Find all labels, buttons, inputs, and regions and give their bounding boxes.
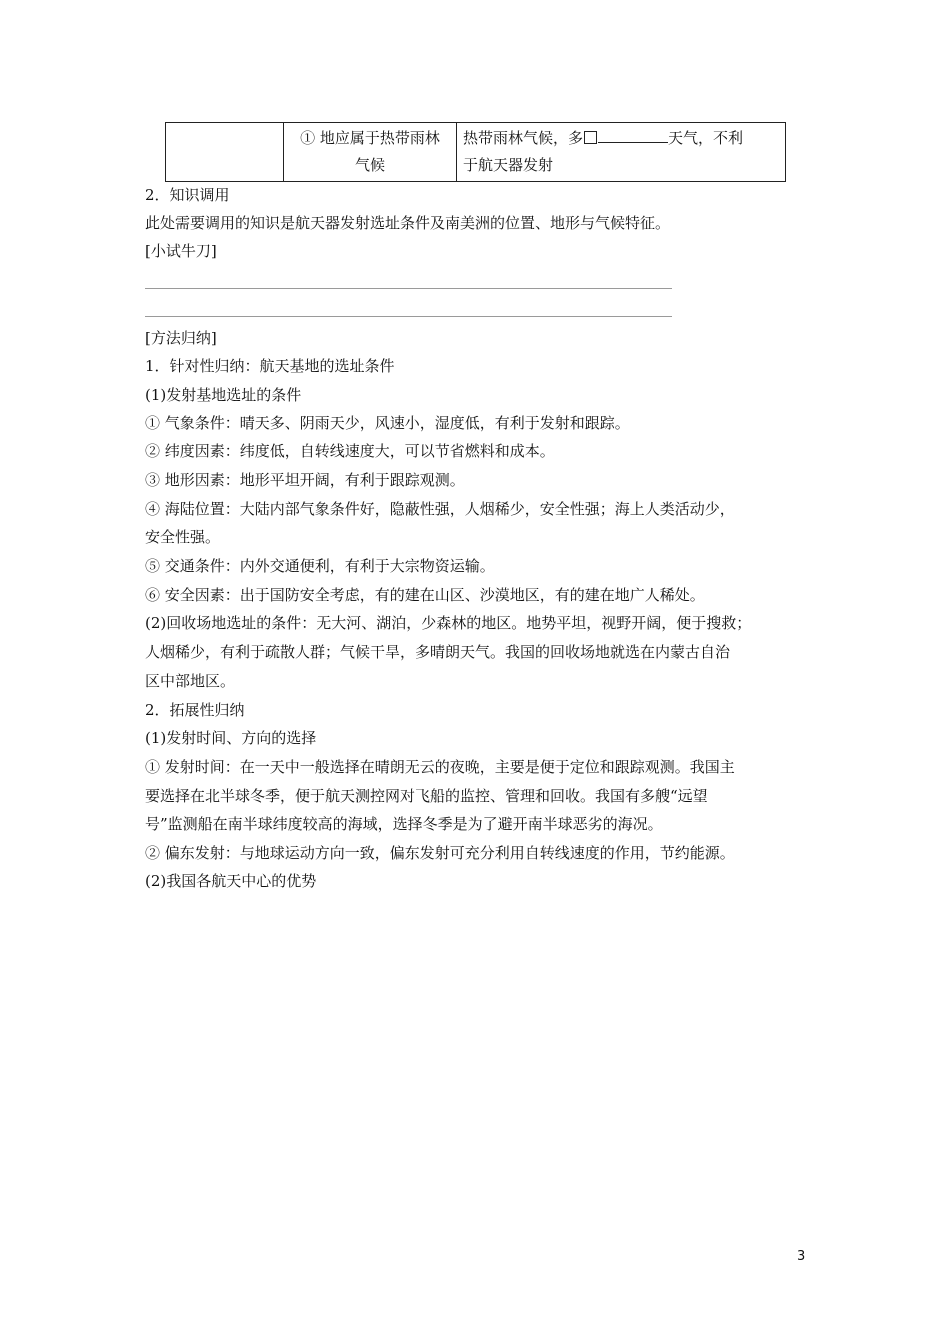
paragraph-line: 区中部地区。 bbox=[145, 672, 236, 690]
list-item: ⑤ 交通条件：内外交通便利，有利于大宗物资运输。 bbox=[145, 557, 495, 575]
paragraph-line: 人烟稀少，有利于疏散人群；气候干旱，多晴朗天气。我国的回收场地就选在内蒙古自治 bbox=[145, 643, 731, 661]
comparison-table bbox=[165, 122, 786, 182]
section-heading: 1．针对性归纳：航天基地的选址条件 bbox=[145, 357, 395, 375]
missing-glyph-box-icon bbox=[584, 131, 597, 144]
list-item: ② 纬度因素：纬度低，自转线速度大，可以节省燃料和成本。 bbox=[145, 442, 555, 460]
list-item: ① 气象条件：晴天多、阴雨天少，风速小，湿度低，有利于发射和跟踪。 bbox=[145, 414, 630, 432]
sub-heading: (1)发射基地选址的条件 bbox=[145, 386, 302, 404]
list-item: ① 发射时间：在一天中一般选择在晴朗无云的夜晚，主要是便于定位和跟踪观测。我国主 bbox=[145, 758, 735, 776]
cell-text: ① 地应属于热带雨林 bbox=[300, 129, 440, 147]
table-cell-explanation bbox=[457, 123, 786, 182]
list-item: ④ 海陆位置：大陆内部气象条件好，隐蔽性强，人烟稀少，安全性强；海上人类活动少， bbox=[145, 500, 735, 518]
cell-text: 气候 bbox=[354, 156, 385, 174]
list-item: ⑥ 安全因素：出于国防安全考虑，有的建在山区、沙漠地区，有的建在地广人稀处。 bbox=[145, 586, 705, 604]
answer-line bbox=[145, 316, 672, 317]
section-label: [方法归纳] bbox=[145, 329, 217, 347]
paragraph-line: (2)回收场地选址的条件：无大河、湖泊，少森林的地区。地势平坦，视野开阔，便于搜救； bbox=[145, 614, 752, 632]
paragraph-line: 此处需要调用的知识是航天器发射选址条件及南美洲的位置、地形与气候特征。 bbox=[145, 214, 671, 232]
table-row bbox=[166, 123, 786, 182]
page-number: 3 bbox=[797, 1249, 806, 1264]
cell-line bbox=[463, 125, 779, 152]
cell-text: 热带雨林气候，多 bbox=[463, 129, 584, 147]
fill-in-blank bbox=[598, 127, 668, 143]
section-label: [小试牛刀] bbox=[145, 242, 217, 260]
section-heading: 2．知识调用 bbox=[145, 186, 230, 204]
list-item-continued: 要选择在北半球冬季，便于航天测控网对飞船的监控、管理和回收。我国有多艘“远望 bbox=[145, 787, 708, 805]
answer-line bbox=[145, 288, 672, 289]
cell-text: 天气，不利 bbox=[668, 129, 744, 147]
section-heading: 2．拓展性归纳 bbox=[145, 701, 245, 719]
table-cell-item bbox=[284, 123, 457, 182]
cell-text: 于航天器发射 bbox=[463, 156, 554, 174]
table-cell-empty bbox=[166, 123, 284, 182]
list-item: ② 偏东发射：与地球运动方向一致，偏东发射可充分利用自转线速度的作用，节约能源。 bbox=[145, 844, 735, 862]
list-item: ③ 地形因素：地形平坦开阔，有利于跟踪观测。 bbox=[145, 471, 465, 489]
sub-heading: (2)我国各航天中心的优势 bbox=[145, 872, 317, 890]
list-item-continued: 安全性强。 bbox=[145, 528, 221, 546]
list-item-continued: 号”监测船在南半球纬度较高的海域，选择冬季是为了避开南半球恶劣的海况。 bbox=[145, 815, 663, 833]
sub-heading: (1)发射时间、方向的选择 bbox=[145, 729, 317, 747]
